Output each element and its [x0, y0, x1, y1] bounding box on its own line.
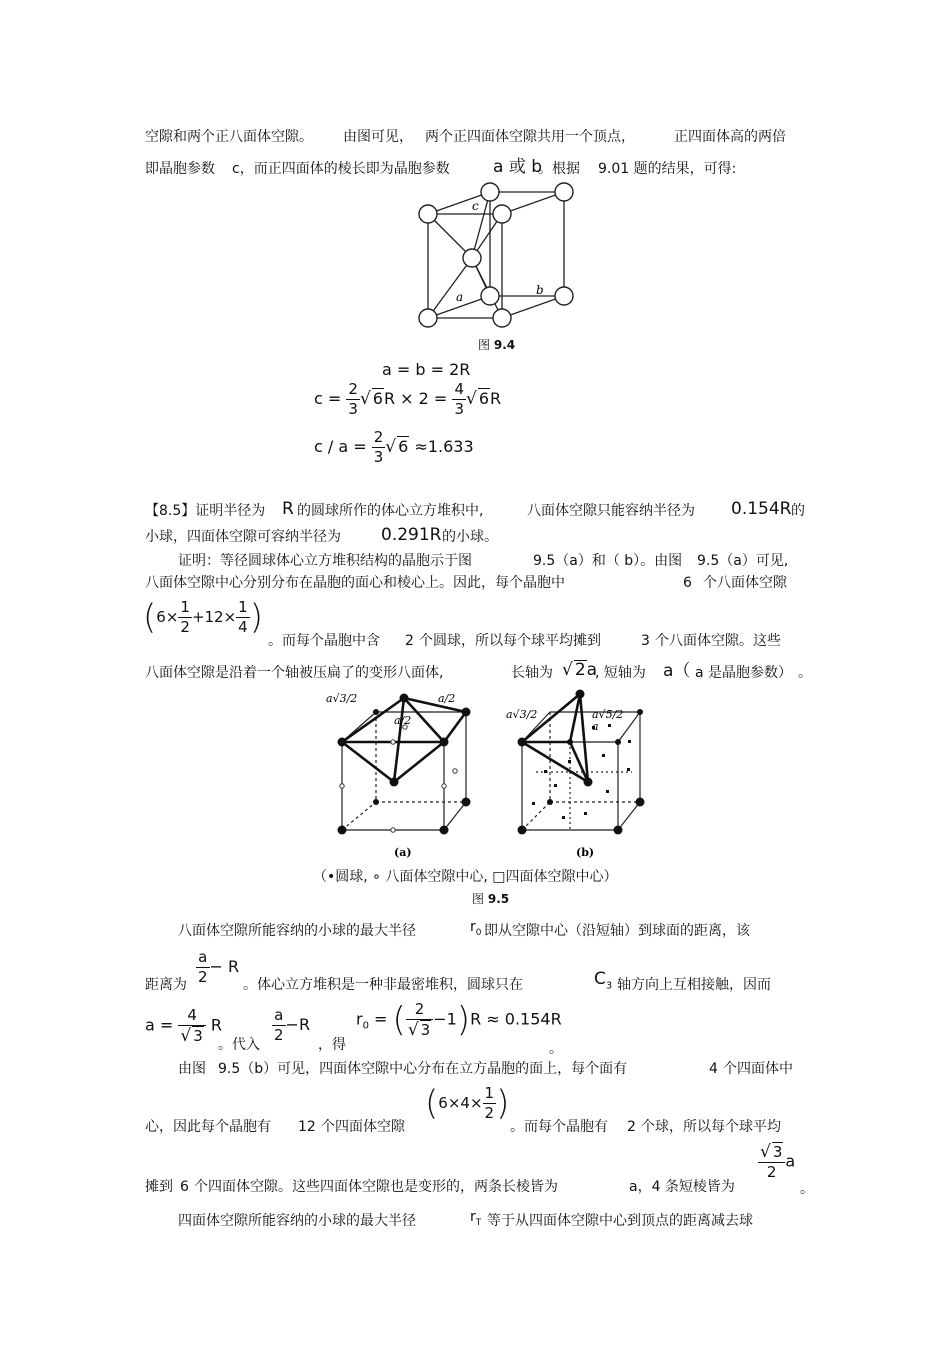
equation-r0 [356, 1000, 562, 1040]
text-span: R [282, 499, 294, 519]
text-span: r [470, 919, 476, 935]
text-line [627, 1118, 636, 1136]
text-line [243, 976, 523, 994]
fig95b-label-2: a√5/2 [592, 708, 624, 721]
text-span: 。根据 [538, 161, 580, 177]
figure-legend [313, 868, 618, 886]
denominator: 3 [454, 400, 464, 418]
right-paren: ) [249, 597, 263, 638]
fraction [178, 598, 192, 637]
denominator: 2 [766, 1163, 777, 1181]
text-line [697, 552, 788, 570]
text-line [145, 502, 265, 520]
text-span: 。 [800, 1181, 814, 1197]
text-line [493, 158, 542, 176]
equation-text: − R [209, 957, 240, 976]
equation-text: R [210, 1015, 222, 1035]
numerator: 2 [348, 380, 358, 398]
denominator: 4 [238, 618, 248, 636]
text-span: 6 [180, 1179, 189, 1195]
text-span: 12 [298, 1119, 316, 1135]
text-span: 3 [641, 633, 650, 649]
equation-text: a = b = 2R [382, 360, 471, 379]
expression-distance [196, 948, 239, 987]
fraction [483, 1084, 497, 1123]
fraction [178, 1006, 205, 1046]
text-line [145, 1118, 271, 1136]
numerator: a [196, 948, 210, 968]
figure-caption [478, 336, 515, 353]
text-span: 。而每个晶胞中含 [268, 633, 380, 649]
text-span: 八面体空隙中心分别分布在晶胞的面心和棱心上。因此，每个晶胞中 [145, 575, 565, 591]
text-line [470, 1208, 481, 1232]
text-line [145, 160, 215, 178]
expression-tetrahedral-count [425, 1084, 509, 1123]
text-span: （ [313, 869, 327, 885]
equation-text: × [165, 608, 179, 626]
denominator: 2 [198, 968, 208, 986]
text-line [218, 1060, 627, 1078]
text-line [178, 1212, 416, 1230]
fig95a-label-2: a/2 [438, 692, 456, 705]
text-span: ，得 [318, 1037, 346, 1053]
text-line [695, 664, 792, 682]
caption-prefix: 图 [478, 338, 491, 352]
text-span: 轴方向上互相接触，因而 [617, 977, 771, 993]
expression-short-edge [758, 1142, 795, 1182]
text-span: 的圆球所作的体心立方堆积中, [297, 503, 484, 519]
numerator: 1 [238, 598, 248, 616]
text-line [538, 160, 580, 178]
fig95-sublabel-a: (a) [394, 846, 412, 859]
text-line [178, 922, 416, 940]
numerator [758, 1142, 785, 1163]
text-span: 个八面体空隙 [703, 575, 787, 591]
equation-1 [382, 360, 470, 379]
text-line [405, 632, 414, 650]
text-span: 【8.5】证明半径为 [145, 503, 266, 519]
caption-number: 9.5 [487, 892, 510, 906]
text-span: 八面体空隙所能容纳的小球的最大半径 [178, 923, 416, 939]
text-span: 摊到 [145, 1179, 173, 1195]
text-span: 9.01 题的结果，可得: [598, 161, 737, 177]
right-paren: ) [456, 1000, 471, 1040]
text-line [268, 632, 380, 650]
numerator: 1 [484, 1084, 495, 1102]
text-line [419, 632, 601, 650]
text-span: 距离为 [145, 977, 187, 993]
equation-text: × [469, 1094, 483, 1112]
text-line [510, 1118, 608, 1136]
text-line [562, 660, 597, 679]
text-span: 正四面体高的两倍 [674, 129, 786, 145]
denominator: 3 [348, 400, 358, 418]
equation-text: −R [285, 1015, 311, 1034]
text-span: 即从空隙中心（沿短轴）到球面的距离，该 [484, 923, 750, 939]
text-span: 等于从四面体空隙中心到顶点的距离减去球 [487, 1213, 753, 1229]
denominator: 2 [274, 1026, 284, 1044]
sqrt-sign: √ [562, 660, 573, 680]
text-span: c，而正四面体的棱长即为晶胞参数 [232, 161, 450, 177]
sqrt-sign: √ [385, 437, 397, 457]
text-line [194, 1178, 558, 1196]
radicand: 3 [193, 1027, 203, 1045]
left-paren: ( [425, 1083, 439, 1124]
text-span: 个四面体空隙。这些四面体空隙也是变形的，两条长棱皆为 [194, 1179, 558, 1195]
text-span: 八面体空隙是沿着一个轴被压扁了的变形八面体, [145, 665, 444, 681]
text-line [321, 1118, 405, 1136]
text-span: 证明：等径圆球体心立方堆积结构的晶胞示于图 [178, 553, 472, 569]
legend-octahedral: ∘ 八面体空隙中心, [372, 869, 488, 885]
equation-text: c / a = [314, 437, 367, 456]
text-span: 空隙和两个正八面体空隙。 [145, 129, 313, 145]
fig95b-label-1: a√3/2 [506, 708, 538, 721]
text-line [598, 160, 736, 178]
text-line [731, 500, 791, 518]
text-span: 9.5（a）可见, [697, 553, 789, 569]
text-line [487, 1212, 753, 1230]
text-span: 9.5（b）可见，四面体空隙中心分布在立方晶胞的面上，每个面有 [218, 1061, 628, 1077]
numerator: a [272, 1006, 286, 1026]
text-span: 。 [549, 1041, 563, 1057]
text-line [318, 1036, 346, 1054]
text-span: 9.5（a）和（ b）。由图 [533, 553, 683, 569]
text-line [298, 1118, 316, 1136]
text-line [798, 664, 812, 682]
text-line [484, 922, 750, 940]
subscript: 3 [605, 980, 613, 992]
equation-text: 6 [438, 1094, 448, 1112]
text-line [232, 160, 450, 178]
text-line [595, 664, 646, 682]
text-span: 个八面体空隙。这些 [655, 633, 781, 649]
text-line [791, 502, 805, 520]
legend-tetrahedral: □四面体空隙中心） [492, 869, 618, 885]
fig95-sublabel-b: (b) [576, 846, 595, 859]
denominator [178, 1026, 205, 1046]
text-line [145, 528, 341, 546]
left-paren: ( [143, 597, 157, 638]
fraction [452, 380, 466, 419]
text-span: 4 [709, 1061, 718, 1077]
text-span: 四面体空隙所能容纳的小球的最大半径 [178, 1213, 416, 1229]
text-span: 2 [627, 1119, 636, 1135]
right-paren: ) [496, 1083, 510, 1124]
text-span: 个四面体中 [723, 1061, 793, 1077]
left-paren: ( [392, 1000, 406, 1040]
text-span: 。代入 [218, 1037, 260, 1053]
equation-text: −1 [433, 1009, 457, 1029]
label-a: a [456, 290, 464, 304]
text-line [709, 1060, 718, 1078]
text-line [629, 1178, 735, 1196]
equation-text: 4 [460, 1094, 470, 1112]
text-span: 。体心立方堆积是一种非最密堆积，圆球只在 [243, 977, 523, 993]
text-span: a 或 b [493, 157, 543, 177]
subscript: 0 [362, 1020, 369, 1032]
text-line [180, 1178, 189, 1196]
radicand: 3 [420, 1021, 431, 1039]
text-line [282, 500, 294, 518]
equation-text: ≈1.633 [414, 437, 474, 456]
text-line [178, 552, 472, 570]
text-span: a [586, 660, 598, 680]
equation-text: c = [314, 389, 342, 408]
text-span: 个球，所以每个球平均 [641, 1119, 781, 1135]
text-span: a 是晶胞参数） [695, 665, 793, 681]
radicand: 2 [574, 660, 586, 680]
fraction [346, 380, 360, 419]
expression-octahedral-count [143, 598, 263, 637]
text-line [533, 552, 682, 570]
fraction [236, 598, 250, 637]
text-line [549, 1040, 563, 1058]
text-line [145, 976, 187, 994]
text-line [655, 632, 781, 650]
text-span: 。 [798, 665, 812, 681]
text-span: 0.154R [731, 499, 792, 519]
text-line [594, 970, 612, 995]
text-span: 八面体空隙只能容纳半径为 [527, 503, 695, 519]
text-line [800, 1180, 814, 1198]
equation-text: × [223, 608, 237, 626]
equation-text: × [447, 1094, 461, 1112]
legend-ball: •圆球, [327, 869, 368, 885]
equation-a [145, 1006, 222, 1046]
text-line [511, 664, 553, 682]
text-line [425, 128, 635, 146]
fig95a-label-3: a/2 [394, 714, 412, 727]
equation-text: r [356, 1009, 363, 1029]
fraction [272, 1006, 286, 1045]
equation-3 [314, 428, 474, 467]
text-line [145, 574, 565, 592]
sqrt-sign: √ [407, 1020, 419, 1040]
denominator [406, 1020, 433, 1040]
equation-text: R ≈ 0.154R [470, 1009, 562, 1029]
figure-9-4 [410, 180, 590, 332]
text-span: 个圆球，所以每个球平均摊到 [419, 633, 601, 649]
equation-text: R [490, 389, 502, 408]
text-span: 由图 [178, 1061, 206, 1077]
equation-text: R × 2 = [383, 389, 448, 408]
numerator: 4 [178, 1006, 205, 1026]
text-span: a，4 条短棱皆为 [629, 1179, 735, 1195]
text-line [442, 528, 498, 546]
text-span: 长轴为 [511, 665, 553, 681]
equation-text: = [374, 1009, 388, 1029]
subscript: 0 [475, 927, 482, 938]
figure-caption [472, 890, 509, 907]
text-span: 的 [791, 503, 805, 519]
text-span: 心，因此每个晶胞有 [145, 1119, 271, 1135]
numerator: 2 [373, 428, 384, 446]
denominator: 2 [180, 618, 190, 636]
label-b: b [536, 283, 544, 297]
text-line [683, 574, 692, 592]
equation-text: a [785, 1151, 796, 1171]
text-span: C [594, 969, 606, 989]
denominator: 2 [484, 1104, 495, 1122]
fig95a-label-1: a√3/2 [326, 692, 358, 705]
text-span: 由图可见， [343, 129, 413, 145]
numerator: 2 [406, 1000, 433, 1020]
text-span: 。而每个晶胞有 [510, 1119, 608, 1135]
figure-9-5 [322, 684, 660, 864]
numerator: 1 [180, 598, 190, 616]
text-span: 0.291R [381, 525, 442, 545]
text-line [297, 502, 483, 520]
fraction [406, 1000, 433, 1040]
text-span: r [470, 1209, 476, 1225]
radicand: 3 [772, 1143, 783, 1161]
radicand: 6 [478, 389, 490, 408]
text-line [381, 526, 441, 544]
subscript: T [475, 1217, 482, 1228]
denominator: 3 [373, 448, 384, 466]
text-line [641, 632, 650, 650]
text-span: 即晶胞参数 [145, 161, 215, 177]
text-line [145, 1178, 173, 1196]
text-line [674, 128, 786, 146]
fraction [372, 428, 386, 467]
text-span: , 短轴为 [595, 665, 646, 681]
sqrt-sign: √ [760, 1142, 771, 1162]
sqrt-sign: √ [359, 389, 371, 409]
radicand: 6 [372, 389, 383, 408]
text-line [470, 918, 482, 942]
equation-text: +12 [191, 608, 224, 626]
text-line [663, 662, 690, 680]
fraction [758, 1142, 785, 1182]
label-c: c [472, 199, 479, 213]
text-span: 的小球。 [442, 529, 498, 545]
text-span: 2 [405, 633, 414, 649]
caption-number: 9.4 [493, 338, 516, 352]
sqrt-sign: √ [180, 1026, 192, 1046]
text-span: a（ [663, 661, 691, 681]
numerator: 4 [454, 380, 464, 398]
text-span: 两个正四面体空隙共用一个顶点， [425, 129, 635, 145]
equation-text: 6 [156, 608, 166, 626]
text-line [723, 1060, 793, 1078]
text-span: 个四面体空隙 [321, 1119, 405, 1135]
text-line [617, 976, 771, 994]
text-line [527, 502, 695, 520]
text-line [145, 664, 443, 682]
text-line [703, 574, 787, 592]
equation-2 [314, 380, 501, 419]
text-span: 6 [683, 575, 692, 591]
equation-text: a = [145, 1015, 174, 1035]
text-line [178, 1060, 206, 1078]
text-span: 小球，四面体空隙可容纳半径为 [145, 529, 341, 545]
text-line [218, 1036, 260, 1054]
fig95b-label-3: a [592, 720, 599, 733]
radicand: 6 [398, 437, 409, 456]
text-line [343, 128, 413, 146]
sqrt-sign: √ [465, 389, 477, 409]
fraction [196, 948, 210, 987]
text-line [145, 128, 313, 146]
caption-prefix: 图 [472, 892, 485, 906]
text-line [641, 1118, 781, 1136]
expression-substitute [272, 1006, 310, 1045]
